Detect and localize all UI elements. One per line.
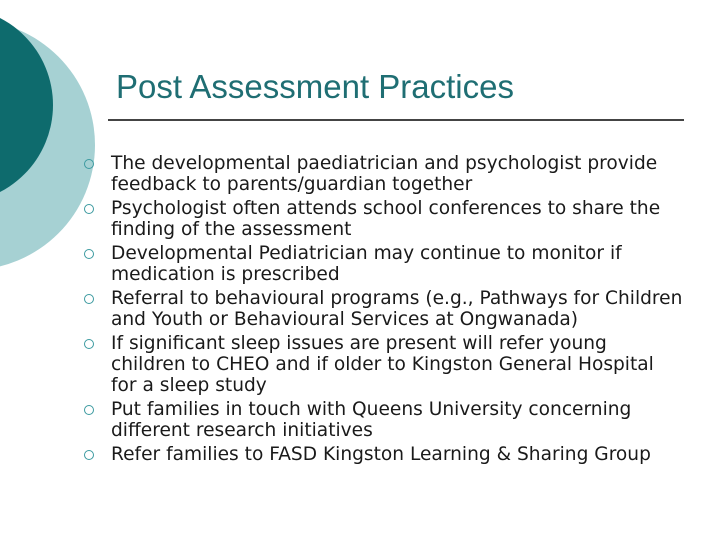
hollow-circle-icon bbox=[84, 339, 94, 349]
bullet-item bbox=[84, 444, 684, 465]
bullet-item bbox=[84, 153, 684, 195]
bullet-item bbox=[84, 288, 684, 330]
bullet-text: If significant sleep issues are present will refer young children to CHEO and if older to Kingston General Hospital for a sleep study bbox=[111, 333, 654, 396]
bullet-item bbox=[84, 243, 684, 285]
hollow-circle-icon bbox=[84, 294, 94, 304]
bullet-list bbox=[84, 153, 684, 468]
bullet-item bbox=[84, 399, 684, 441]
hollow-circle-icon bbox=[84, 249, 94, 259]
title-divider bbox=[108, 119, 684, 121]
hollow-circle-icon bbox=[84, 159, 94, 169]
bullet-text: Put families in touch with Queens University concerning different research initiatives bbox=[111, 399, 632, 441]
bullet-text: Referral to behavioural programs (e.g., Pathways for Children and Youth or Behavioural Services at Ongwanada) bbox=[111, 288, 683, 330]
hollow-circle-icon bbox=[84, 204, 94, 214]
hollow-circle-icon bbox=[84, 405, 94, 415]
bullet-text: The developmental paediatrician and psychologist provide feedback to parents/guardian together bbox=[111, 153, 658, 195]
slide-title: Post Assessment Practices bbox=[116, 68, 514, 105]
bullet-text: Developmental Pediatrician may continue to monitor if medication is prescribed bbox=[111, 243, 622, 285]
hollow-circle-icon bbox=[84, 450, 94, 460]
bullet-text: Psychologist often attends school conferences to share the finding of the assessment bbox=[111, 198, 661, 240]
bullet-item bbox=[84, 198, 684, 240]
bullet-text: Refer families to FASD Kingston Learning & Sharing Group bbox=[111, 444, 651, 465]
bullet-item bbox=[84, 333, 684, 396]
